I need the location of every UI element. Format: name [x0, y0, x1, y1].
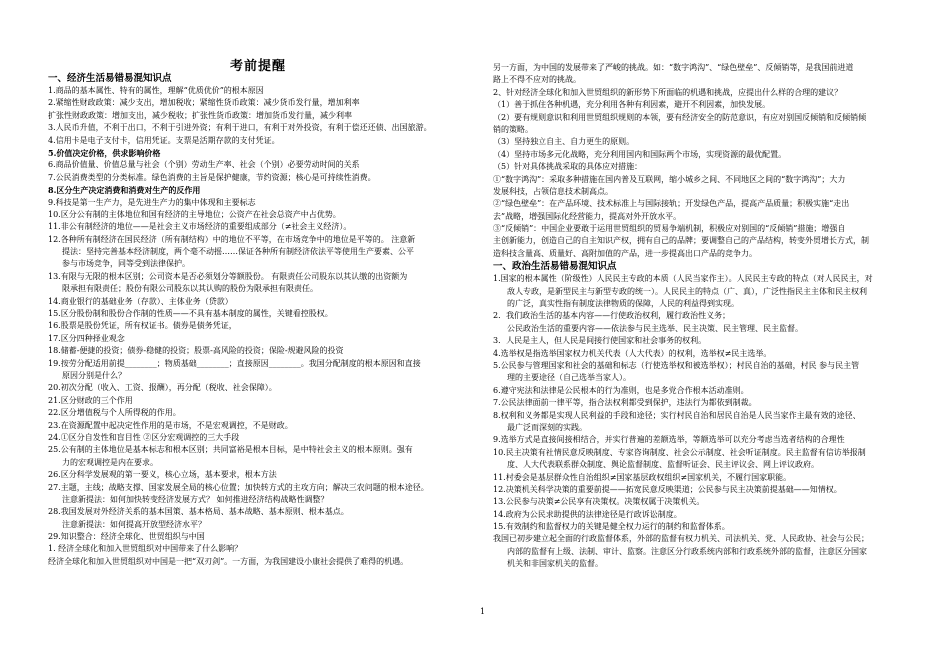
text-line: 6.商品价值量、价值总量与社会（个别）劳动生产率、社会（个别）必要劳动时间的关系: [48, 160, 360, 170]
text-line: （5）针对具体挑战采取的具体应对措施：: [493, 162, 643, 172]
text-line: （4）坚持市场多元化战略，充分利用国内和国际两个市场，实现资源的最优配置。: [493, 149, 787, 159]
text-line: 1.商品的基本属性、特有的属性，理解“优质优价”的根本原因: [48, 86, 264, 95]
text-line: 21.区分财政的三个作用: [48, 395, 133, 405]
document-title: 考前提醒: [230, 59, 287, 74]
page-number: 1: [480, 607, 486, 616]
text-line: 4.选举权是指选举国家权力机关代表（人大代表）的权利，选举权≠民主选举。: [493, 348, 772, 358]
text-line: （3）坚持独立自主、自力更生的原则。: [493, 137, 635, 147]
text-line: 参与市场竞争，同等受到法律保护。: [62, 259, 190, 269]
text-line: 25.公有制的主体地位是基本标志和根本区别；共同富裕是根本目标，是中特社会主义的根本原则。强有: [48, 445, 413, 455]
text-line: 2.紧缩性财政政策：减少支出，增加税收；紧缩性货币政策：减少货币发行量，增加利率: [48, 98, 360, 108]
text-line: 19.按劳分配适用前提________；物质基础________；直接原因________。我国分配制度的根本原因和直接: [48, 358, 421, 368]
text-line: 13.公民参与决策≠公民享有决策权。决策权属于决策机关。: [493, 497, 705, 507]
text-line: 机关和非国家机关的监督。: [507, 559, 603, 569]
text-line: 10.区分公有制的主体地位和国有经济的主导地位；公资产在社会总资产中占优势。: [48, 209, 341, 219]
text-line: 12.决策机关科学决策的重要前提——拓宽民意反映渠道；公民参与民主决策前提基础——知情权。: [493, 484, 842, 494]
text-line: 原因分别是什么？: [62, 370, 126, 380]
text-line: 10.民主决策有社情民意反映制度、专家咨询制度、社会公示制度、社会听证制度。民主监督有信访举报制: [493, 447, 866, 457]
text-line: 的广泛，真实性指有制度法律物质的保障，人民的利益得到实现。: [507, 299, 739, 309]
text-line: 20.初次分配（收入、工资、报酬），再分配（税收、社会保障）。: [48, 383, 277, 393]
text-line: 5.公民参与管理国家和社会的基础和标志（行使选举权和被选举权）；村民自治的基础，村民 参与民主管: [493, 360, 860, 370]
text-line: 8.区分生产决定消费和消费对生产的反作用: [48, 185, 201, 196]
text-line: 5.价值决定价格，供求影响价格: [48, 147, 161, 158]
text-line: 28.我国发展对外经济关系的基本国策、基本格局、基本战略、基本原则、根本基点。: [48, 507, 349, 517]
text-line: 主创新能力，创造自己的自主知识产权，拥有自己的品牌；要调整自己的产品结构，转变外贸增长方式，制: [493, 236, 869, 246]
text-line: 度、人大代表联系群众制度、舆论监督制度、监督听证会、民主评议会、网上评议政府。: [507, 460, 819, 470]
text-line: 理的主要途径（自己选举当家人）。: [507, 373, 631, 383]
text-line: 去”战略，增强国际化经营能力，提高对外开放水平。: [493, 211, 682, 221]
text-line: （2）要有规则意识和利用世贸组织规则的本领，要有经济安全的防范意识，有应对别国反倾销和反倾销倾: [493, 112, 867, 122]
text-line: 24.①区分自发性和盲目性 ②区分宏观调控的三大手段: [48, 432, 240, 442]
text-line: 14.政府为公民求助提供的法律途径是行政诉讼制度。: [493, 509, 682, 519]
text-line: 16.股票是股份凭证，所有权证书。债券是债务凭证，: [48, 321, 237, 331]
text-line: 8.权利和义务都是实现人民利益的手段和途径；实行村民自治和居民自治是人民当家作主最有效的途径、: [493, 410, 861, 420]
text-line: （1）善于抓住各种机遇，充分利用各种有利因素，避开不利因素，加快发展。: [493, 100, 771, 110]
text-line: 限承担有限责任；股份有限公司股东以其认购的股份为限承担有限责任。: [62, 284, 318, 294]
text-line: 内部的监督有上级、法制、审计、监察。注意区分行政系统内部和行政系统外部的监督，注意区分国家: [507, 546, 867, 556]
text-line: 扩张性财政政策：增加支出，减少税收；扩张性货币政策：增加货币发行量，减少利率: [48, 110, 352, 120]
text-line: 11.非公有制经济的地位——是社会主义市场经济的重要组成部分（≠社会主义经济）。: [48, 222, 352, 232]
text-line: 1. 经济全球化和加入世贸组织对中国带来了什么影响？: [48, 544, 243, 554]
left-column: [48, 72, 472, 568]
text-line: 1.国家的根本属性（阶级性）人民民主专政的本质（人民当家作主）。人民民主专政的特点（对人民民主，对: [493, 274, 873, 284]
section-heading: 一、经济生活易错易混知识点: [48, 73, 172, 84]
text-line: 最广泛而深刻的实践。: [507, 422, 587, 432]
section-heading: 一、政治生活易错易混知识点: [493, 261, 617, 273]
text-line: 7.公民消费类型的分类标准。绿色消费的主旨是保护健康，节约资源；核心是可持续性消费。: [48, 172, 376, 182]
text-line: 敌人专政，是新型民主与新型专政的统一）。人民民主的特点（广、真），广泛性指民主主体和民主权利: [507, 286, 867, 296]
text-line: 7.公民法律面前一律平等，指合法权利都受到保护，违法行为都依到制裁。: [493, 398, 757, 408]
text-line: 22.区分增值税与个人所得税的作用。: [48, 408, 181, 418]
text-line: 6.遵守宪法和法律是公民根本的行为准则，也是多党合作根本活动准则。: [493, 385, 749, 395]
text-line: ③“反倾销”：中国企业要敢于运用世贸组织的贸易争端机制，积极应对别国的“反倾销”措施；增强自: [493, 224, 846, 234]
text-line: 15.区分股份制和股份合作制的性质——不具有基本制度的属性，关键看控股权。: [48, 309, 333, 319]
text-line: ①“数字鸿沟”：采取多种措施在国内普及互联网，缩小城乡之间、不同地区之间的“数字鸿沟”；大力: [493, 174, 846, 184]
text-line: 发展科技，占领信息技术制高点。: [493, 186, 613, 196]
text-line: 造科技含量高、质量好、高附加值的产品，进一步提高出口产品的竞争力。: [493, 248, 757, 258]
text-line: 26.区分科学发展观的第一要义，核心立场，基本要求，根本方法: [48, 470, 277, 480]
text-line: 力的宏观调控是内在要求。: [62, 457, 158, 467]
text-line: 4.信用卡是电子支付卡，信用凭证。支票是活期存款的支付凭证。: [48, 135, 280, 145]
text-line: 2、针对经济全球化和加入世贸组织的新形势下所面临的机遇和挑战，应提出什么样的合理的建议？: [493, 87, 843, 97]
text-line: 我国已初步建立起全面的行政监督体系，外部的监督有权力机关、司法机关、党、人民政协、社会与公民；: [493, 534, 869, 544]
text-line: ②“绿色壁垒”：在产品环境、技术标准上与国际接轨；开发绿色产品，提高产品质量；积极实施“走出: [493, 199, 850, 209]
text-line: 路上不得不应对的挑战。: [493, 75, 581, 85]
text-line: 17.区分四种择业观念: [48, 333, 125, 343]
text-line: 23.在资源配置中起决定性作用的是市场，不是宏观调控，不是财政。: [48, 420, 293, 430]
text-line: 注意新提法：如何加快转变经济发展方式？ 如何推进经济结构战略性调整？: [62, 494, 329, 504]
text-line: 13.有限与无限的根本区别；公司资本是否必须划分等额股份。 有限责任公司股东以其认缴的出资额为: [48, 271, 408, 281]
text-line: 12.各种所有制经济在国民经济（所有制结构）中的地位不平等，在市场竞争中的地位是平等的。 注意新: [48, 234, 416, 244]
text-line: 提法：坚持完善基本经济制度，两个毫不动摇……保证各种所有制经济依法平等使用生产要素、公平: [62, 247, 414, 257]
text-line: 3.人民币升值，不利于出口，不利于引进外资；有利于进口，有利于对外投资，有利于偿还还债、出国旅游。: [48, 123, 432, 133]
text-line: 14.商业银行的基础业务（存款）、主体业务（贷款）: [48, 296, 233, 306]
text-line: 9.选举方式是直接间接相结合，并实行普遍的差额选举，等额选举可以充分考虑当选者结构的合理性: [493, 435, 845, 445]
text-line: 11.村委会是基层群众性自治组织≠国家基层政权组织≠国家机关，不履行国家职能。: [493, 472, 792, 482]
text-line: 3．人民是主人，但人民是间接行使国家和社会事务的权利。: [493, 336, 707, 346]
text-line: 29.知识整合：经济全球化、世贸组织与中国: [48, 532, 205, 542]
text-line: 注意新提法：如何提高开放型经济水平？: [62, 519, 206, 529]
text-line: 另一方面，为中国的发展带来了严峻的挑战。如：“数字鸿沟”、“绿色壁垒”、反倾销等，是我国前进道: [493, 63, 854, 72]
text-line: 经济全球化和加入世贸组织对中国是一把“双刃剑”。一方面，为我国建设小康社会提供了难得的机遇。: [48, 556, 409, 566]
text-line: 18.储蓄-便捷的投资；债券-稳健的投资；股票-高风险的投资；保险-规避风险的投资: [48, 346, 344, 356]
text-line: 销的策略。: [493, 124, 533, 134]
right-column: [493, 62, 900, 571]
text-line: 2．我们政治生活的基本内容——行使政治权利，履行政治性义务；: [493, 311, 731, 321]
text-line: 27.主题，主线；战略支撑、国家发展全局的核心位置；加快转方式的主攻方向；解决三农问题的根本途径。: [48, 482, 429, 492]
text-line: 15.有效制约和监督权力的关键是健全权力运行的制约和监督体系。: [493, 522, 730, 532]
text-line: 公民政治生活的重要内容——依法参与民主选举、民主决策、民主管理、民主监督。: [507, 323, 803, 333]
text-line: 9.科技是第一生产力，是先进生产力的集中体现和主要标志: [48, 197, 256, 207]
